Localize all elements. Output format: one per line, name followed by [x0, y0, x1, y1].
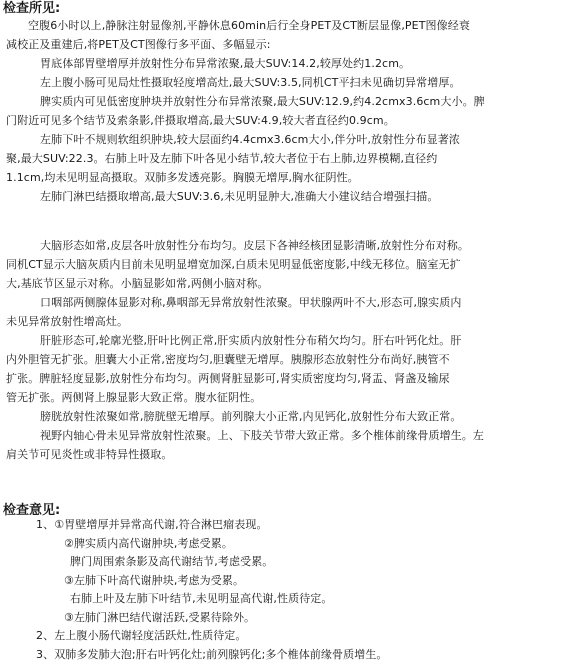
opinion-line: ③左肺门淋巴结代谢活跃,受累待除外。: [64, 610, 256, 624]
findings-line: 视野内轴心骨未见异常放射性浓聚。上、下肢关节带大致正常。多个椎体前缘骨质增生。左: [40, 429, 484, 442]
opinion-line: 脾门周围索条影及高代谢结节,考虑受累。: [70, 555, 274, 568]
findings-line: 膀胱放射性浓聚如常,膀胱壁无增厚。前列腺大小正常,内见钙化,放射性分布大致正常。: [40, 410, 462, 423]
opinion-heading: 检查意见:: [3, 503, 61, 518]
findings-line: 同机CT显示大脑灰质内目前未见明显增宽加深,白质未见明显低密度影,中线无移位。脑室无扩: [6, 258, 461, 271]
findings-line: 大,基底节区显示对称。小脑显影如常,两侧小脑对称。: [6, 277, 269, 290]
opinion-line: ③左肺下叶高代谢肿块,考虑为受累。: [64, 573, 245, 587]
opinion-line: 右肺上叶及左肺下叶结节,未见明显高代谢,性质待定。: [70, 592, 333, 605]
opinion-line: ②脾实质内高代谢肿块,考虑受累。: [64, 536, 233, 550]
findings-line: 未见异常放射性增高灶。: [6, 315, 129, 328]
opinion-line: 1、①胃壁增厚并异常高代谢,符合淋巴瘤表现。: [36, 518, 268, 531]
opinion-line: 3、双肺多发肺大泡;肝右叶钙化灶;前列腺钙化;多个椎体前缘骨质增生。: [36, 647, 388, 661]
findings-heading: 检查所见:: [3, 1, 61, 16]
findings-line: 肝脏形态可,轮廓光整,肝叶比例正常,肝实质内放射性分布稍欠均匀。肝右叶钙化灶。肝: [40, 334, 462, 347]
opinion-section: [6, 516, 578, 664]
findings-line: 左肺下叶不规则软组织肿块,较大层面约4.4cmx3.6cm大小,伴分叶,放射性分布显著浓: [40, 133, 460, 146]
findings-line: 减校正及重建后,将PET及CT图像行多平面、多幅显示:: [6, 38, 271, 51]
findings-line: 1.1cm,均未见明显高摄取。双肺多发透亮影。胸膜无增厚,胸水征阴性。: [6, 171, 359, 184]
findings-line: 内外胆管无扩张。胆囊大小正常,密度均匀,胆囊壁无增厚。胰腺形态放射性分布尚好,胰管不: [6, 353, 450, 366]
findings-line: 口咽部两侧腺体显影对称,鼻咽部无异常放射性浓聚。甲状腺两叶不大,形态可,腺实质内: [40, 296, 462, 309]
findings-line: 聚,最大SUV:22.3。右肺上叶及左肺下叶各见小结节,较大者位于右上肺,边界模糊,直径约: [6, 152, 438, 165]
findings-line: 肩关节可见炎性或非特异性摄取。: [6, 448, 173, 461]
findings-line: 大脑形态如常,皮层各叶放射性分布均匀。皮层下各神经核团显影清晰,放射性分布对称。: [40, 239, 469, 252]
opinion-line: 2、左上腹小肠代谢轻度活跃灶,性质待定。: [36, 629, 247, 642]
findings-line: 管无扩张。两侧肾上腺显影大致正常。腹水征阴性。: [6, 391, 262, 404]
findings-line: 脾实质内可见低密度肿块并放射性分布异常浓聚,最大SUV:12.9,约4.2cmx3.6cm大小。脾: [40, 95, 485, 108]
findings-line: 扩张。脾脏轻度显影,放射性分布均匀。两侧肾脏显影可,肾实质密度均匀,肾盂、肾盏及输尿: [6, 372, 450, 385]
findings-line: 左上腹小肠可见局灶性摄取轻度增高灶,最大SUV:3.5,同机CT平扫未见确切异常增厚。: [40, 76, 461, 89]
findings-line: 空腹6小时以上,静脉注射显像剂,平静休息60min后行全身PET及CT断层显像,PET图像经衰: [28, 19, 470, 32]
findings-section: [6, 16, 578, 464]
findings-line: 左肺门淋巴结摄取增高,最大SUV:3.6,未见明显肿大,准确大小建议结合增强扫描。: [40, 190, 439, 203]
findings-line: 门附近可见多个结节及索条影,伴摄取增高,最大SUV:4.9,较大者直径约0.9cm。: [6, 114, 395, 127]
findings-line: 胃底体部胃壁增厚并放射性分布异常浓聚,最大SUV:14.2,较厚处约1.2cm。: [40, 57, 411, 70]
